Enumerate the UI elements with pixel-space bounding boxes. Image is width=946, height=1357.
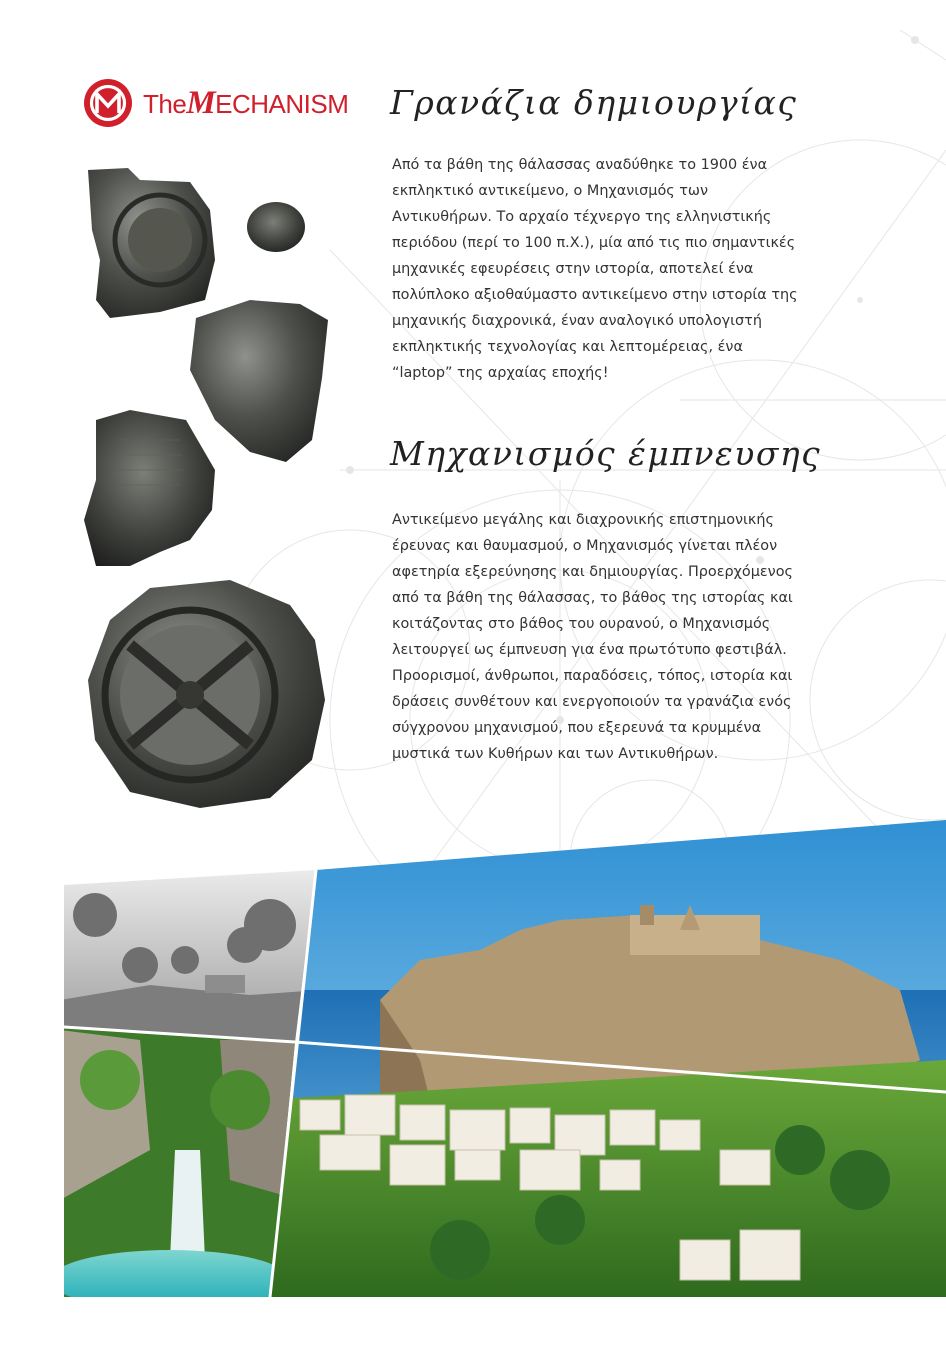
- text-line: “laptop” της αρχαίας εποχής!: [392, 365, 609, 381]
- castle-village-photo: [260, 810, 946, 1300]
- text-line: δράσεις συνθέτουν και ενεργοποιούν τα γρανάζια ενός: [392, 694, 792, 710]
- engraving-photo: [60, 860, 320, 1050]
- text-line: πολύπλοκο αξιοθαύμαστο αντικείμενο στην ιστορία της: [392, 287, 798, 303]
- text-line: εκπληκτικής τεχνολογίας και λεπτομέρειας, ένα: [392, 339, 743, 355]
- text-line: εκπληκτικό αντικείμενο, ο Μηχανισμός των: [392, 183, 709, 199]
- text-line: μυστικά των Κυθήρων και των Αντικυθήρων.: [392, 746, 719, 762]
- section-heading-gears: Γρανάζια δημιουργίας: [390, 83, 798, 122]
- text-line: αφετηρία εξερεύνησης και δημιουργίας. Προερχόμενος: [392, 564, 793, 580]
- text-line: μηχανικές εφευρέσεις στην ιστορία, αποτελεί ένα: [392, 261, 754, 277]
- text-line: Προορισμοί, άνθρωποι, παραδόσεις, τόπος, ιστορία και: [392, 668, 793, 684]
- text-line: λειτουργεί ως έμπνευση για ένα πρωτότυπο φεστιβάλ.: [392, 642, 787, 658]
- text-line: περιόδου (περί το 100 π.Χ.), μία από τις πιο σημαντικές: [392, 235, 796, 251]
- text-line: Αντικυθήρων. Το αρχαίο τέχνεργο της ελληνιστικής: [392, 209, 772, 225]
- text-line: από τα βάθη της θάλασσας, το βάθος της ιστορίας και: [392, 590, 793, 606]
- text-line: σύγχρονου μηχανισμού, που εξερευνά τα κρυμμένα: [392, 720, 762, 736]
- text-line: έρευνας και θαυμασμού, ο Μηχανισμός γίνεται πλέον: [392, 538, 778, 554]
- text-line: κοιτάζοντας στο βάθος του ουρανού, ο Μηχανισμός: [392, 616, 771, 632]
- section-heading-inspiration: Μηχανισμός έμπνευσης: [390, 434, 822, 473]
- text-line: Αντικείμενο μεγάλης και διαχρονικής επιστημονικής: [392, 512, 774, 528]
- text-line: μηχανικής διαχρονικά, έναν αναλογικό υπολογιστή: [392, 313, 762, 329]
- logo-wordmark: TheMECHANISM: [143, 84, 349, 121]
- text-line: Από τα βάθη της θάλασσας αναδύθηκε το 1900 ένα: [392, 157, 768, 173]
- waterfall-photo: [50, 1020, 300, 1310]
